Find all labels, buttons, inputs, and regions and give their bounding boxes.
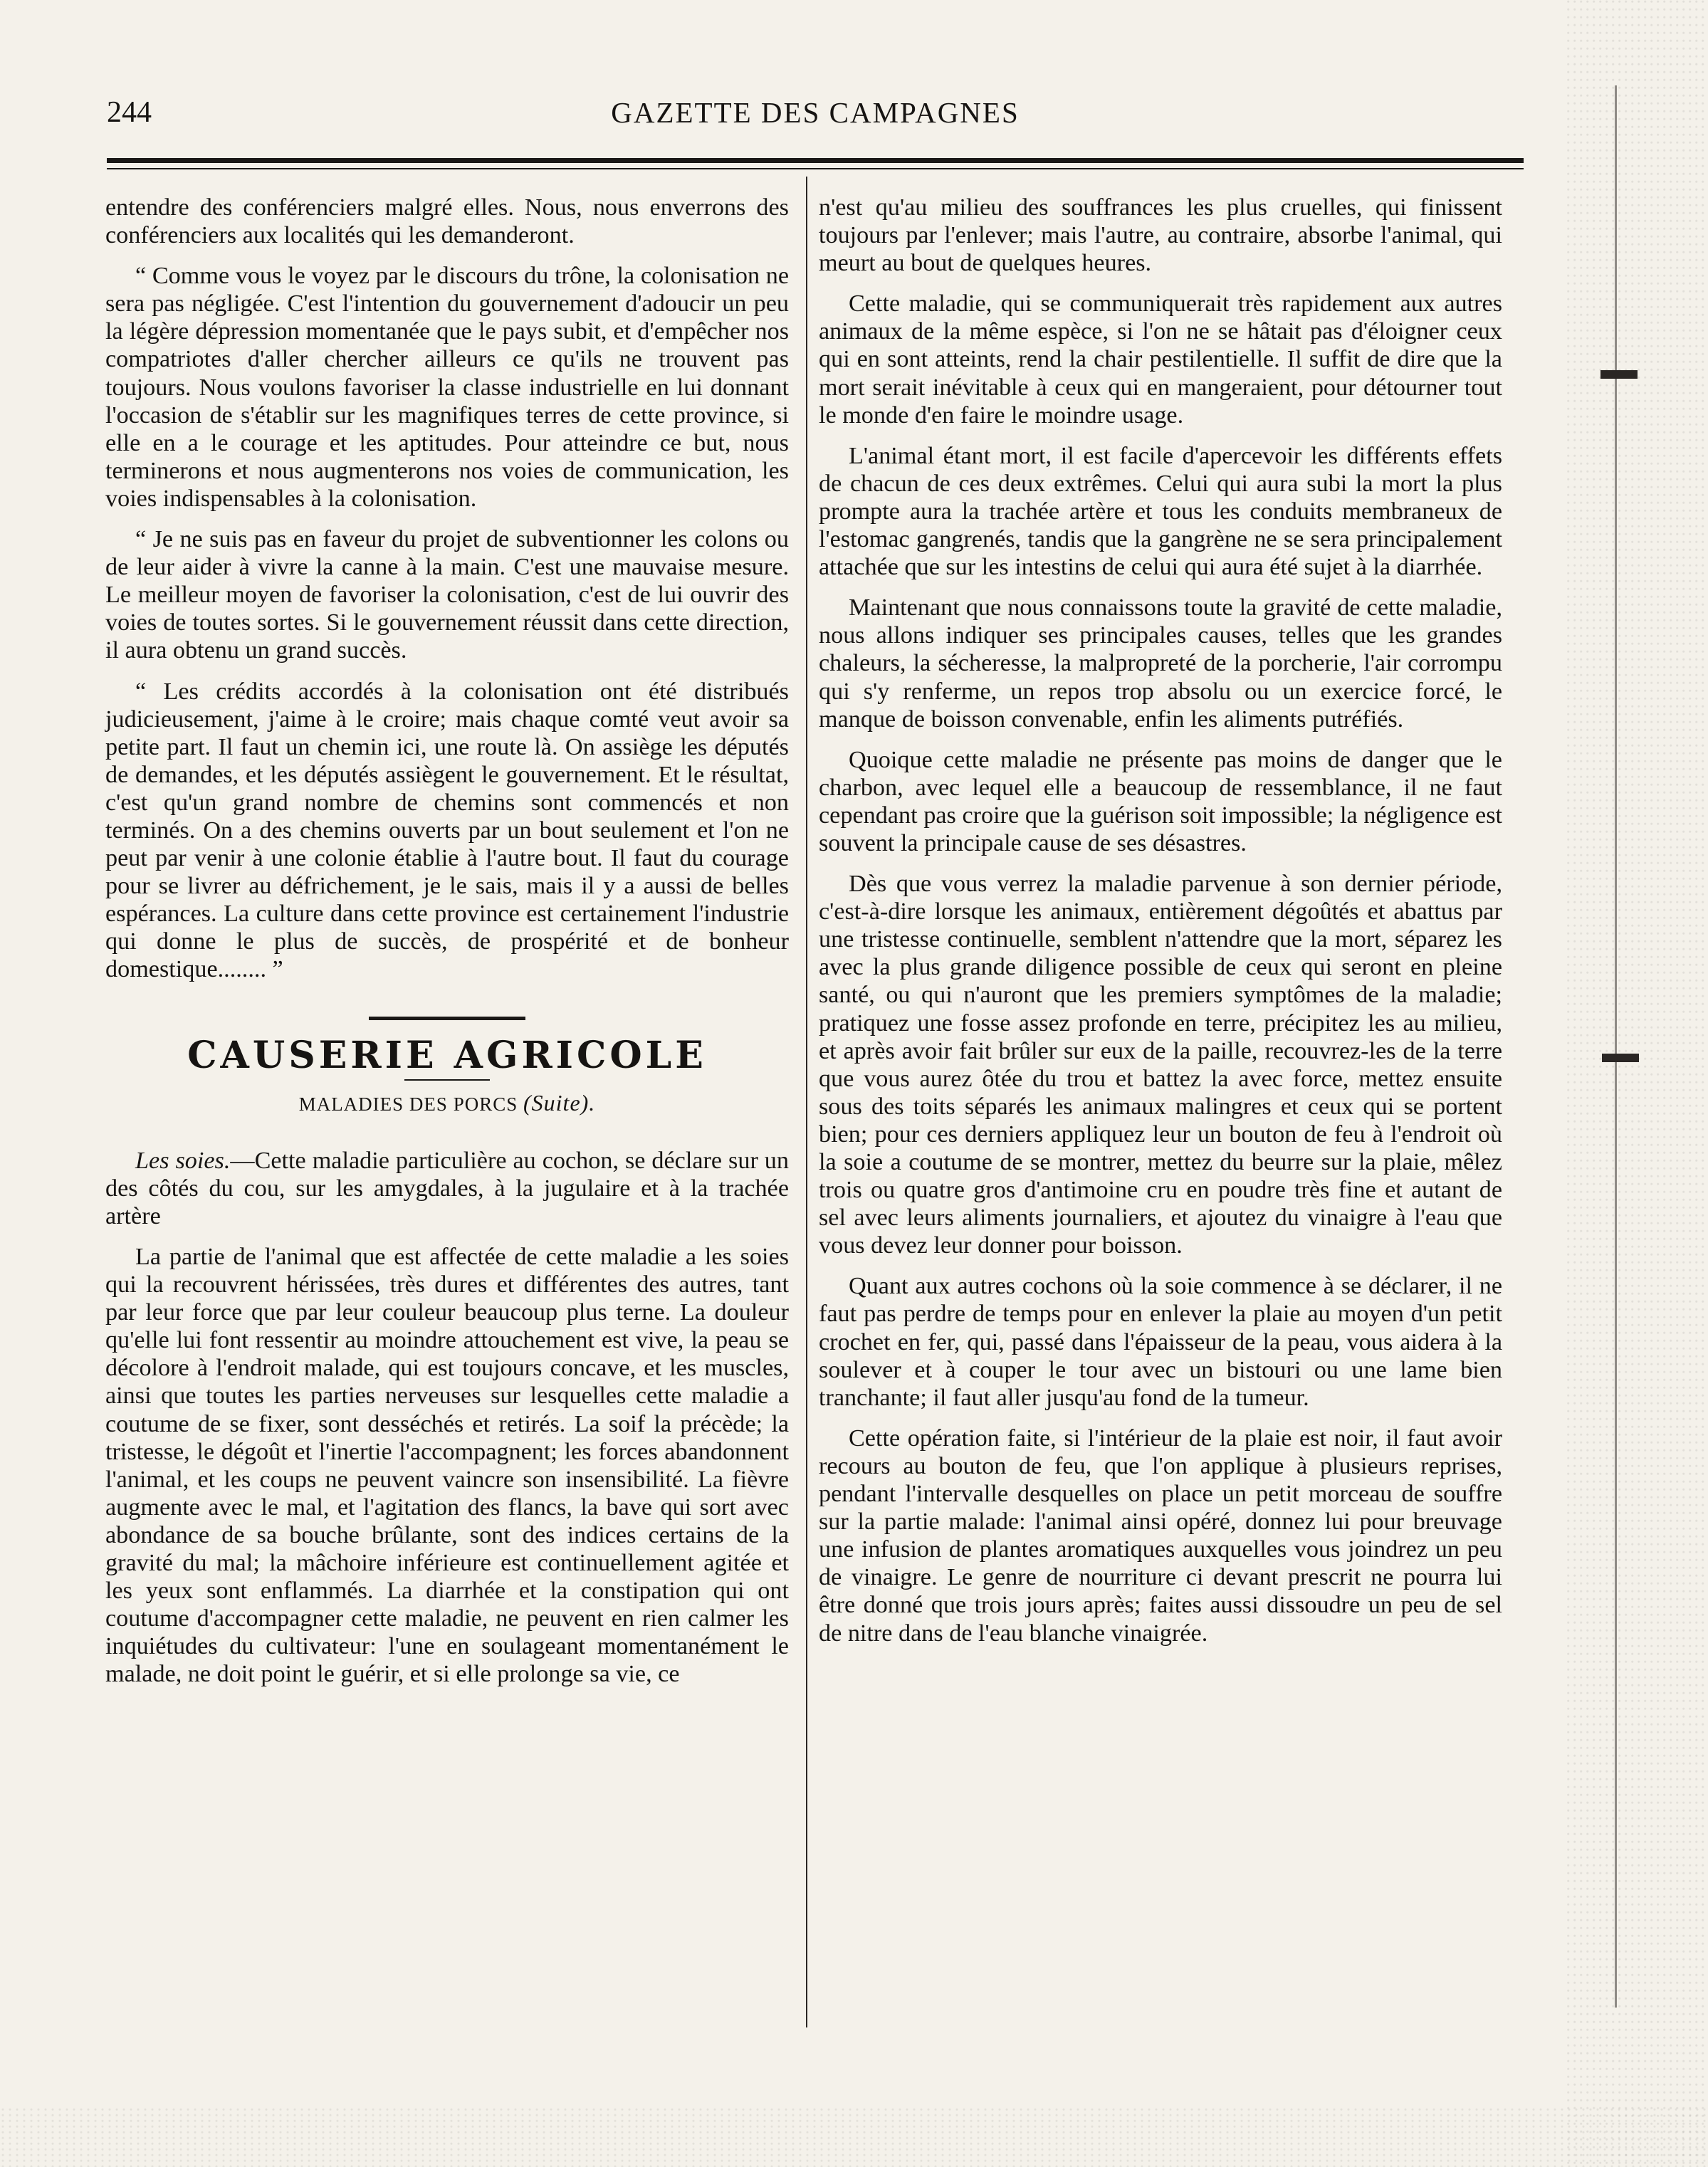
lead-text: —Cette maladie particulière au cochon, se déclare sur un des côtés du cou, sur les amygdales, à la jugulaire et à la trachée artère xyxy=(105,1147,789,1229)
right-column xyxy=(819,194,1502,1660)
binding-mark xyxy=(1602,1054,1639,1062)
lead-paragraph xyxy=(105,1147,789,1230)
article-subtitle-text: MALADIES DES PORCS xyxy=(298,1093,518,1115)
title-underline xyxy=(404,1079,490,1081)
left-paragraph-5: La partie de l'animal que est affectée de cette maladie a les soies qui la recouvrent hérissées, très dures et différentes des autres, tant par leur force que par leur couleur beaucoup plus terne. La douleur qu'elle lui font ressentir au moindre attouchement est vive, la peau se décolore à l'endroit malade, qui est toujours concave, et les muscles, ainsi que toutes les parties nerveuses sur lesquelles cette maladie a coutume de se fixer, sont desséchés et retirés. La soif la précède; la tristesse, le dégoût et l'inertie l'accompagnent; les forces abandonnent l'animal, et les coups ne peuvent vaincre son insensibilité. La fièvre augmente avec le mal, et l'agitation des flancs, la bave qui sort avec abondance de sa bouche brûlante, sont des indices certains de la gravité du mal; la mâchoire inférieure est continuellement agitée et les yeux sont enflammés. La diarrhée et la constipation qui ont coutume d'accompagner cette maladie, ne peuvent en rien calmer les inquiétudes du cultivateur: l'une en soulageant momentanément le malade, ne doit point le guérir, et si elle prolonge sa vie, ce xyxy=(105,1244,789,1688)
right-paragraph-3: L'animal étant mort, il est facile d'apercevoir les différents effets de chacun de ces deux extrêmes. Celui qui aura subi la mort la plus prompte aura la trachée artère et tous les conduits membraneux de l'estomac gangrenés, tandis que la gangrène ne se sera principalement attachée que sur les intestins de celui qui aura été sujet à la diarrhée. xyxy=(819,442,1502,581)
right-paragraph-6: Dès que vous verrez la maladie parvenue à son dernier période, c'est-à-dire lorsque les animaux, entièrement dégoûtés et abattus par une tristesse continuelle, semblent n'attendre que la mort, séparez les avec la plus grande diligence possible de ceux qui seront en pleine santé, ou qui n'auront que les premiers symptômes de la maladie; pratiquez une fosse assez profonde en terre, précipitez les au milieu, et après avoir fait brûler sur eux de la paille, recouvrez-les de la terre que vous aurez ôtée du trou et battez la avec force, mettez ensuite sous des toits séparés les animaux malingres et ceux qui se portent bien; pour ces derniers appliquez leur un bouton de feu à l'endroit où la soie a coutume de se montrer, mettez du beurre sur la plaie, mêlez trois ou quatre gros d'antimoine cru en poudre très fine et autant de sel avec leurs aliments journaliers, et ajoutez du vinaigre à l'eau que vous devez leur donner pour boisson. xyxy=(819,871,1502,1259)
section-divider xyxy=(369,1017,525,1020)
page-edge-noise xyxy=(1566,0,1708,2167)
left-column xyxy=(105,194,789,1701)
left-paragraph-2: “ Comme vous le voyez par le discours du trône, la colonisation ne sera pas négligée. C'est l'intention du gouvernement d'adoucir un peu la légère dépression momentanée que le pays subit, et d'empêcher nos compatriotes d'aller chercher ailleurs ce qu'ils ne trouvent pas toujours. Nous voulons favoriser la classe industrielle en lui donnant l'occasion de s'établir sur les magnifiques terres de cette province, si elle en a le courage et les aptitudes. Pour atteindre ce but, nous terminerons et nous augmenterons nos voies de communication, les voies indispensables à la colonisation. xyxy=(105,263,789,512)
article-subtitle xyxy=(105,1089,789,1118)
right-paragraph-4: Maintenant que nous connaissons toute la gravité de cette maladie, nous allons indiquer ses principales causes, telles que les grandes chaleurs, la sécheresse, la malpropreté de la porcherie, l'air corrompu qui s'y renferme, un repos trop absolu ou un exercice forcé, le manque de boisson convenable, enfin les aliments putréfiés. xyxy=(819,594,1502,733)
right-paragraph-7: Quant aux autres cochons où la soie commence à se déclarer, il ne faut pas perdre de temps pour en enlever la plaie au moyen d'un petit crochet en fer, qui, passé dans l'épaisseur de la peau, vous aidera à la soulever et à couper le tour avec un bistouri ou une lame bien tranchante; il faut aller jusqu'au fond de la tumeur. xyxy=(819,1273,1502,1411)
bottom-edge-noise xyxy=(0,2107,1708,2167)
journal-title: GAZETTE DES CAMPAGNES xyxy=(611,96,1020,129)
lead-term: Les soies. xyxy=(135,1147,231,1174)
right-paragraph-2: Cette maladie, qui se communiquerait très rapidement aux autres animaux de la même espèce, si l'on ne se hâtait pas d'éloigner ceux qui en sont atteints, rend la chair pestilentielle. Il suffit de dire que la mort serait inévitable à ceux qui en mangeraient, pour détourner tout le monde d'en faire le moindre usage. xyxy=(819,290,1502,429)
right-paragraph-1: n'est qu'au milieu des souffrances les plus cruelles, qui finissent toujours par l'enlever; mais l'autre, au contraire, absorbe l'animal, qui meurt au bout de quelques heures. xyxy=(819,194,1502,277)
left-paragraph-3: “ Je ne suis pas en faveur du projet de subventionner les colons ou de leur aider à vivre la canne à la main. C'est une mauvaise mesure. Le meilleur moyen de favoriser la colonisation, c'est de lui ouvrir des voies de toutes sortes. Si le gouvernement réussit dans cette direction, il aura obtenu un grand succès. xyxy=(105,526,789,664)
column-divider xyxy=(806,177,807,2027)
page-header xyxy=(107,91,1524,134)
article-subtitle-suite: (Suite). xyxy=(523,1089,596,1116)
binding-mark xyxy=(1600,370,1638,379)
section-title: CAUSERIE AGRICOLE xyxy=(187,1033,707,1077)
left-paragraph-1: entendre des conférenciers malgré elles. Nous, nous enverrons des conférenciers aux localités qui les demanderont. xyxy=(105,194,789,249)
right-paragraph-5: Quoique cette maladie ne présente pas moins de danger que le charbon, avec lequel elle a beaucoup de ressemblance, il ne faut cependant pas croire que la guérison soit impossible; la négligence est souvent la principale cause de ses désastres. xyxy=(819,746,1502,856)
header-rule-thick xyxy=(107,158,1524,163)
left-paragraph-4: “ Les crédits accordés à la colonisation ont été distribués judicieusement, j'aime à le croire; mais chaque comté veut avoir sa petite part. Il faut un chemin ici, une route là. On assiège les députés de demandes, et les députés assiègent le gouvernement. Et le résultat, c'est qu'un grand nombre de chemins sont commencés et non terminés. On a des chemins ouverts par un bout seulement et l'on ne peut par venir à une colonie établie à l'autre bout. Il faut du courage pour se livrer au défrichement, je le sais, mais il y a aussi de belles espérances. La culture dans cette province est certainement l'industrie qui donne le plus de succès, de prospérité et de bonheur domestique........ ” xyxy=(105,678,789,983)
header-rule-thin xyxy=(107,168,1524,169)
right-paragraph-8: Cette opération faite, si l'intérieur de la plaie est noir, il faut avoir recours au bouton de feu, que l'on applique à plusieurs reprises, pendant l'intervalle desquelles on place un petit morceau de souffre sur la partie malade: l'animal ainsi opéré, donnez lui pour breuvage une infusion de plantes aromatiques auxquelles vous joindrez un peu de vinaigre. Le genre de nourriture ci devant prescrit ne pourra lui être donné que trois jours après; faites aussi dissoudre un peu de sel de nitre dans de l'eau blanche vinaigrée. xyxy=(819,1424,1502,1647)
page-number: 244 xyxy=(107,96,152,129)
